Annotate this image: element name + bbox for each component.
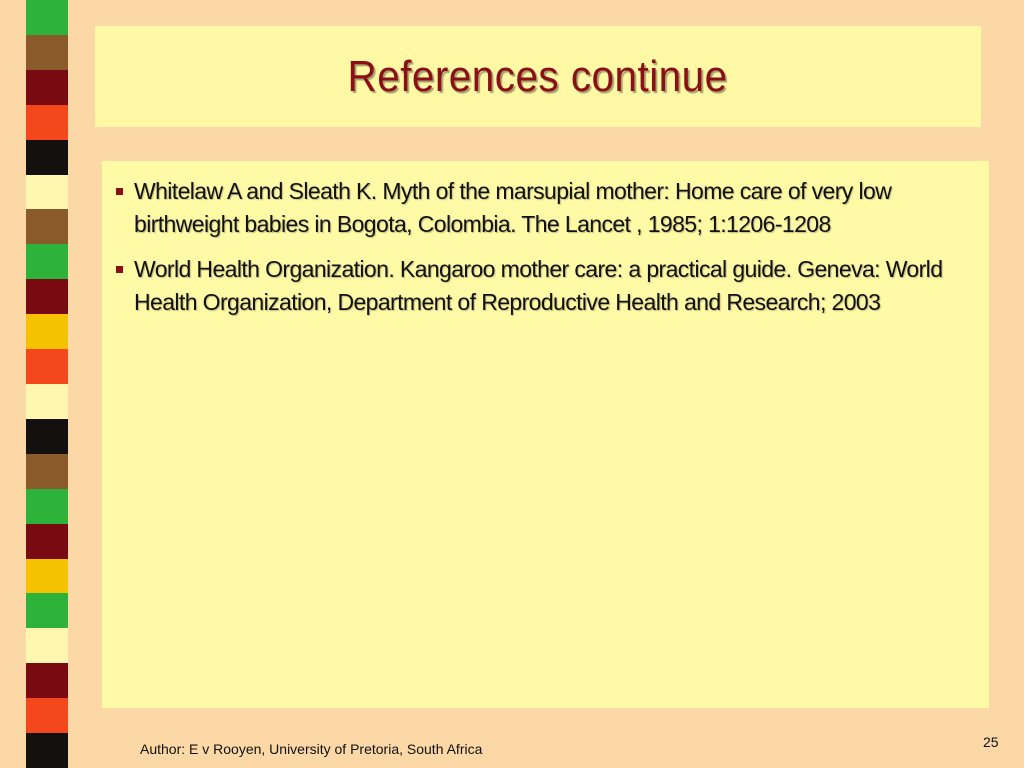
stripe-segment (26, 698, 68, 734)
bullet-square-icon (116, 188, 123, 195)
slide-number: 25 (983, 734, 999, 750)
stripe-segment (26, 593, 68, 629)
slide-title: References continue (347, 51, 729, 101)
stripe-segment (26, 175, 68, 211)
stripe-segment (26, 663, 68, 699)
content-box (102, 161, 989, 708)
reference-text: Whitelaw A and Sleath K. Myth of the marsupial mother: Home care of very low birthweight babies in Bogota, Colombia. The Lancet , 1985; 1:1206-1208 (134, 178, 892, 237)
reference-item (116, 253, 959, 319)
decorative-stripe-bar (26, 0, 68, 768)
stripe-segment (26, 0, 68, 36)
stripe-segment (26, 244, 68, 280)
stripe-segment (26, 559, 68, 595)
stripe-segment (26, 35, 68, 71)
reference-text: World Health Organization. Kangaroo mother care: a practical guide. Geneva: World Health Organization, Department of Reproductive Health and Research; 2003 (134, 256, 943, 315)
reference-item (116, 175, 959, 241)
footer-author: Author: E v Rooyen, University of Pretoria, South Africa (140, 741, 483, 757)
stripe-segment (26, 105, 68, 141)
stripe-segment (26, 279, 68, 315)
stripe-segment (26, 384, 68, 420)
stripe-segment (26, 524, 68, 560)
stripe-segment (26, 140, 68, 176)
stripe-segment (26, 733, 68, 768)
stripe-segment (26, 454, 68, 490)
stripe-segment (26, 314, 68, 350)
title-box (95, 26, 981, 127)
stripe-segment (26, 209, 68, 245)
stripe-segment (26, 489, 68, 525)
stripe-segment (26, 70, 68, 106)
stripe-segment (26, 349, 68, 385)
reference-list (102, 161, 989, 319)
bullet-square-icon (116, 266, 123, 273)
stripe-segment (26, 419, 68, 455)
stripe-segment (26, 628, 68, 664)
